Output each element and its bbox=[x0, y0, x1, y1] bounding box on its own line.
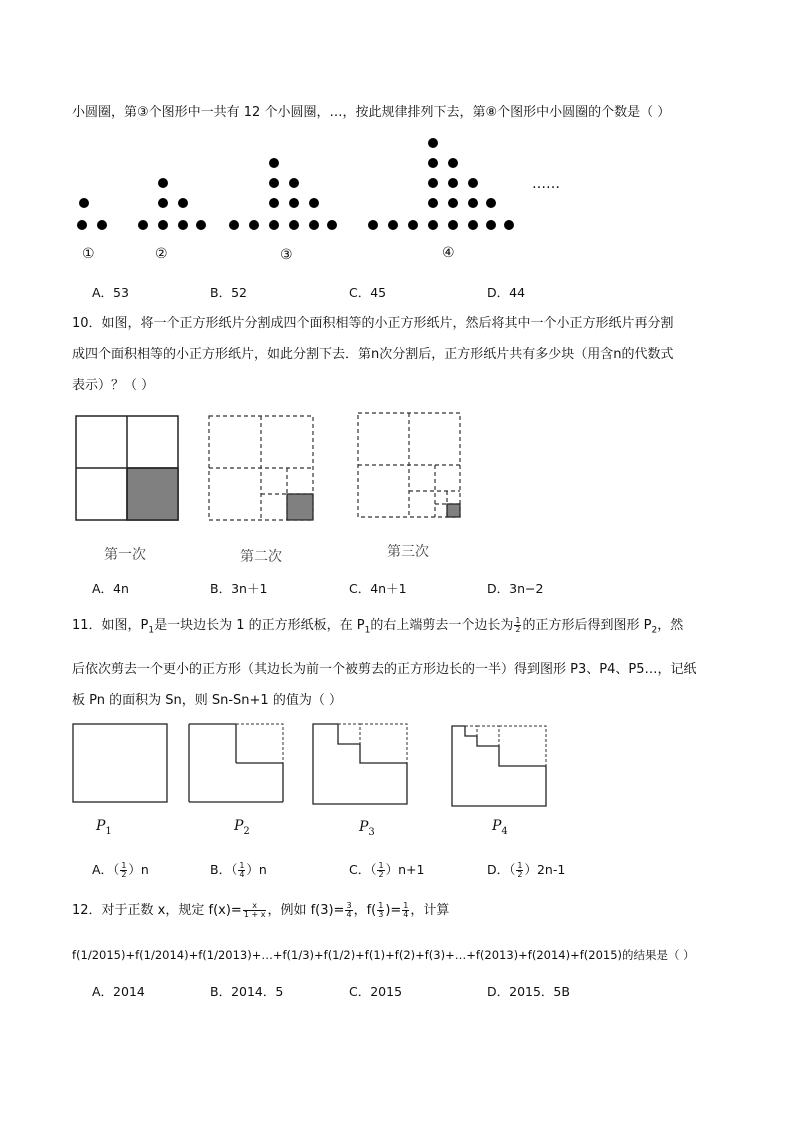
q11-line-3: 板 Pn 的面积为 Sn，则 Sn-Sn+1 的值为（ ） bbox=[72, 693, 342, 708]
q12-option-b[interactable]: B．2014．5 bbox=[210, 984, 284, 999]
q10-option-b[interactable]: B．3n＋1 bbox=[210, 581, 268, 596]
q11-label-p1: $P_1$ bbox=[96, 818, 112, 837]
q11-line-2: 后依次剪去一个更小的正方形（其边长为前一个被剪去的正方形边长的一半）得到图形 P3、P4、P5…，记纸 bbox=[72, 662, 697, 677]
q10-line-3: 表示）？（ ） bbox=[72, 378, 155, 393]
q10-line-1: 10．如图，将一个正方形纸片分割成四个面积相等的小正方形纸片，然后将其中一个小正方形纸片再分割 bbox=[72, 316, 674, 331]
q11-option-d[interactable]: D．（ $\frac{1}{2}$ ）2n-1 bbox=[487, 861, 566, 879]
q9-dot-patterns bbox=[70, 130, 570, 235]
q11-options bbox=[92, 860, 732, 878]
q11-option-b[interactable]: B．（ $\frac{1}{4}$ ）n bbox=[210, 861, 267, 879]
q11-line-1: 11．如图，$P_1$是一块边长为 1 的正方形纸板，在 $P_1$的右上端剪去一个边长为 $\frac{1}{2}$ 的正方形后得到图形 $P_2$，然 bbox=[72, 616, 684, 636]
q9-option-d[interactable]: D．44 bbox=[487, 285, 526, 300]
q9-label-1: ① bbox=[82, 246, 95, 262]
q12-option-d[interactable]: D．2015．5B bbox=[487, 984, 570, 999]
q10-option-c[interactable]: C．4n＋1 bbox=[349, 581, 407, 596]
q11-label-p3: $P_3$ bbox=[359, 819, 375, 838]
q9-label-4: ④ bbox=[442, 245, 455, 261]
q10-square-3 bbox=[357, 412, 463, 520]
q12-options bbox=[92, 982, 732, 1000]
q9-option-b[interactable]: B．52 bbox=[210, 285, 247, 300]
q9-label-3: ③ bbox=[280, 247, 293, 263]
q10-caption-2: 第二次 bbox=[240, 549, 282, 565]
q9-label-2: ② bbox=[155, 246, 168, 262]
q11-figure-p2 bbox=[188, 723, 286, 805]
q10-line-2: 成四个面积相等的小正方形纸片，如此分割下去．第n次分割后，正方形纸片共有多少块（用含n的代数式 bbox=[72, 347, 674, 362]
q10-square-1 bbox=[75, 415, 181, 523]
q11-figure-p3 bbox=[312, 723, 410, 807]
q9-option-a[interactable]: A．53 bbox=[92, 285, 129, 300]
q12-line-1: 12．对于正数 x，规定 f(x)= $\frac{x}{1 + x}$ ，例如 f(3)= $\frac{3}{4}$ ，f( $\frac{1}{3}$ )= $\frac{1}{4}$ ，计算 bbox=[72, 901, 450, 919]
q10-caption-3: 第三次 bbox=[387, 544, 429, 560]
q11-figure-p1 bbox=[72, 723, 170, 805]
q11-half-fraction: $\frac{1}{2}$ bbox=[515, 616, 521, 634]
q9-ellipsis: …… bbox=[532, 176, 560, 192]
q10-square-2 bbox=[208, 415, 316, 523]
q11-label-p2: $P_2$ bbox=[234, 818, 250, 837]
q9-options bbox=[92, 283, 732, 301]
q11-figure-p4 bbox=[451, 725, 549, 809]
q10-caption-1: 第一次 bbox=[104, 547, 146, 563]
q9-stem: 小圆圈，第③个图形中一共有 12 个小圆圈，…，按此规律排列下去，第⑧个图形中小圆圈的个数是（ ） bbox=[72, 105, 671, 120]
q12-option-a[interactable]: A．2014 bbox=[92, 984, 145, 999]
q12-line-2: f(1/2015)+f(1/2014)+f(1/2013)+…+f(1/3)+f(1/2)+f(1)+f(2)+f(3)+…+f(2013)+f(2014)+f(2015)的结果是（ ） bbox=[72, 948, 695, 962]
q12-option-c[interactable]: C．2015 bbox=[349, 984, 403, 999]
q10-option-d[interactable]: D．3n−2 bbox=[487, 581, 544, 596]
q11-label-p4: $P_4$ bbox=[492, 818, 508, 837]
q11-option-a[interactable]: A．（ $\frac{1}{2}$ ）n bbox=[92, 861, 149, 879]
q10-options bbox=[92, 579, 732, 597]
q10-option-a[interactable]: A．4n bbox=[92, 581, 129, 596]
q11-option-c[interactable]: C．（ $\frac{1}{2}$ ）n+1 bbox=[349, 861, 425, 879]
q9-option-c[interactable]: C．45 bbox=[349, 285, 387, 300]
